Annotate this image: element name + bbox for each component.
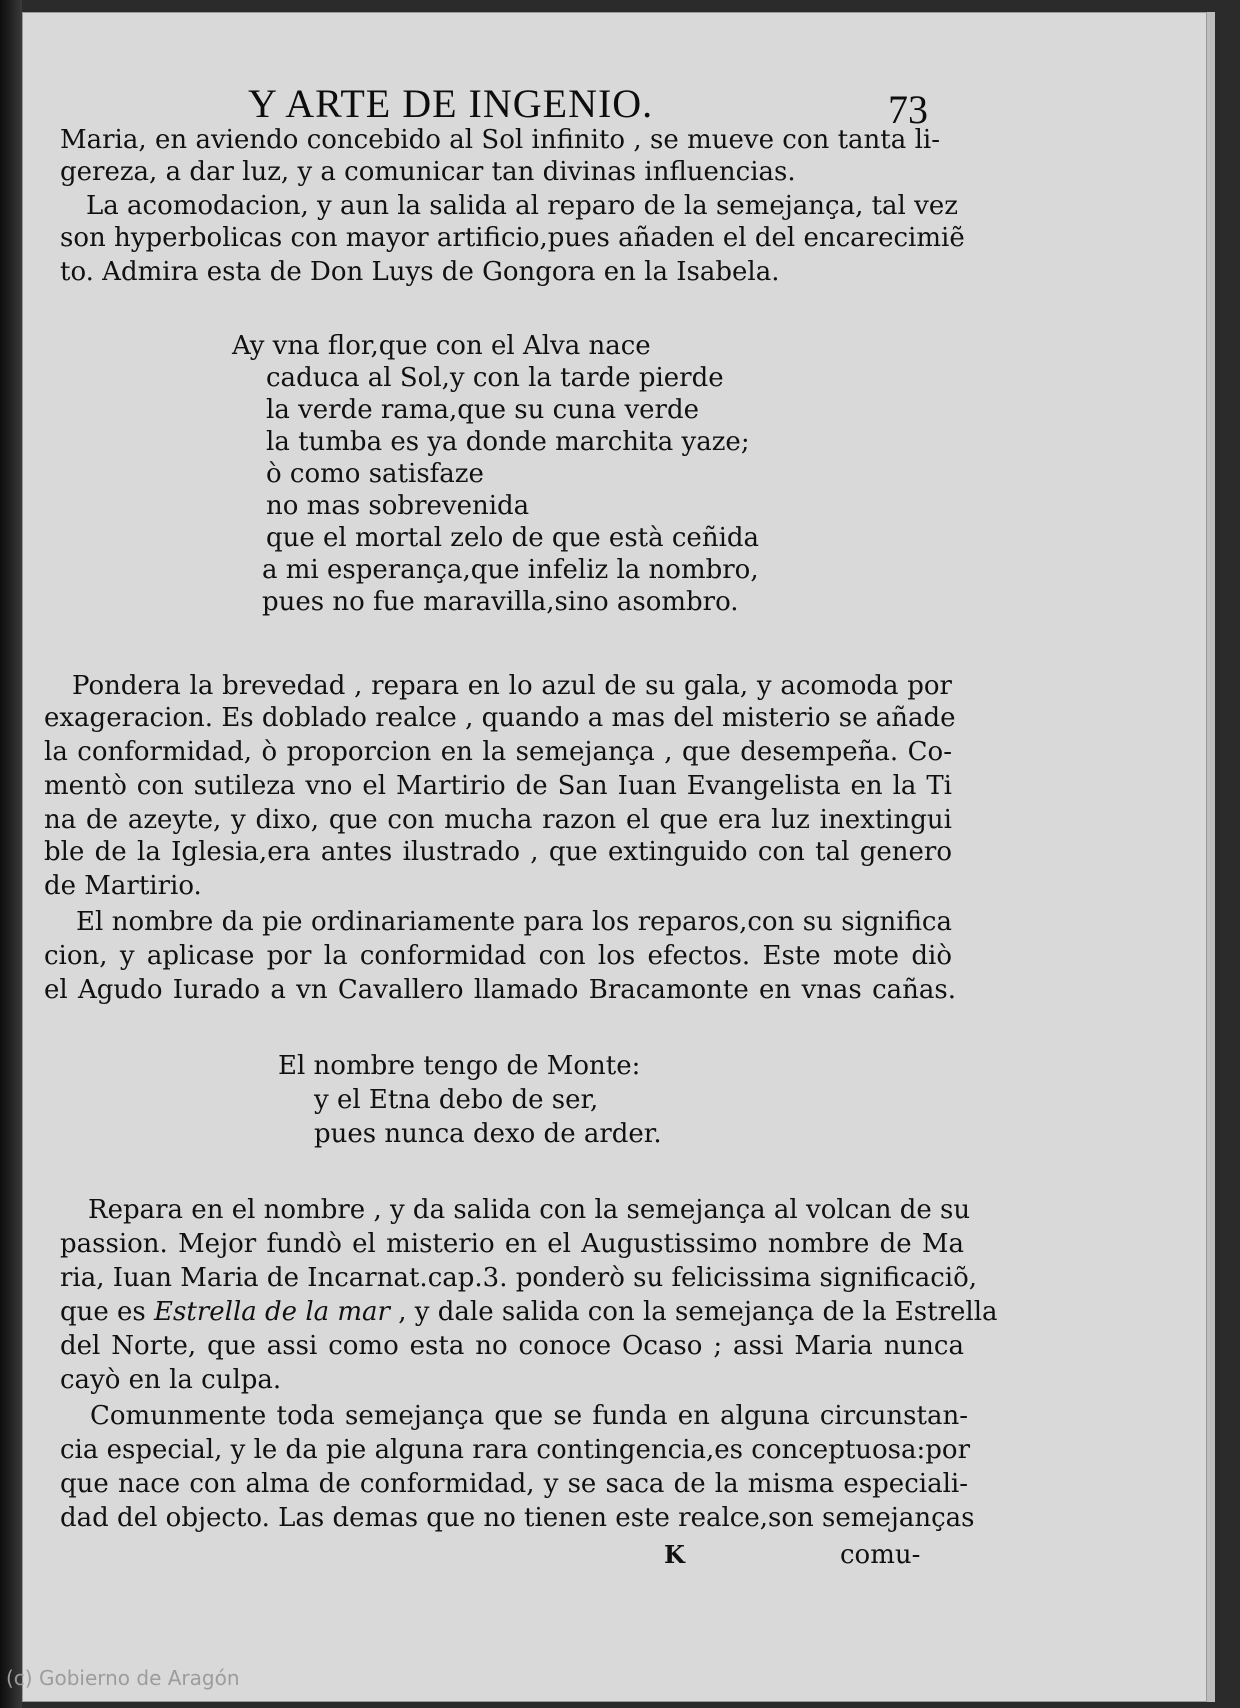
text-line: Pondera la brevedad , repara en lo azul de su gala, y acomoda por bbox=[72, 671, 952, 701]
page-number: 73 bbox=[888, 87, 928, 132]
verse-line: y el Etna debo de ser, bbox=[314, 1085, 599, 1115]
verse-line: pues nunca dexo de arder. bbox=[314, 1119, 662, 1149]
text-line: la conformidad, ò proporcion en la semejança , que desempeña. Co- bbox=[44, 737, 952, 767]
text-line: na de azeyte, y dixo, que con mucha razon el que era luz inextingui bbox=[44, 805, 952, 835]
text-line: dad del objecto. Las demas que no tienen este realce,son semejanças bbox=[60, 1503, 975, 1533]
text-line: El nombre da pie ordinariamente para los reparos,con su significa bbox=[76, 907, 952, 937]
text-line: ria, Iuan Maria de Incarnat.cap.3. ponderò su felicissima significaciõ, bbox=[60, 1263, 978, 1293]
running-title: Y ARTE DE INGENIO. bbox=[248, 81, 654, 126]
text-line: el Agudo Iurado a vn Cavallero llamado Bracamonte en vnas cañas. bbox=[44, 975, 956, 1005]
page-edge bbox=[1207, 12, 1215, 1702]
text-line: que nace con alma de conformidad, y se saca de la misma especiali- bbox=[60, 1469, 968, 1499]
text-line: Comunmente toda semejança que se funda en alguna circunstan- bbox=[90, 1401, 968, 1431]
verse-line: Ay vna flor,que con el Alva nace bbox=[232, 331, 651, 361]
text-segment: , y dale salida con la semejança de la Estrella bbox=[390, 1297, 998, 1327]
catchword: comu- bbox=[840, 1540, 921, 1570]
signature-mark: K bbox=[664, 1540, 685, 1569]
verse-line: caduca al Sol,y con la tarde pierde bbox=[266, 363, 724, 393]
verse-line: la tumba es ya donde marchita yaze; bbox=[266, 427, 750, 457]
text-line: cia especial, y le da pie alguna rara contingencia,es conceptuosa:por bbox=[60, 1435, 971, 1465]
text-line: mentò con sutileza vno el Martirio de San Iuan Evangelista en la Ti bbox=[44, 771, 952, 801]
verse-line: El nombre tengo de Monte: bbox=[278, 1051, 641, 1081]
text-line: Maria, en aviendo concebido al Sol infinito , se mueve con tanta li- bbox=[60, 125, 940, 155]
text-segment: que es bbox=[60, 1297, 155, 1327]
text-line: ble de la Iglesia,era antes ilustrado , que extinguido con tal genero bbox=[44, 837, 952, 867]
text-line: cayò en la culpa. bbox=[60, 1365, 282, 1395]
text-line: gereza, a dar luz, y a comunicar tan divinas influencias. bbox=[60, 157, 796, 187]
verse-line: pues no fue maravilla,sino asombro. bbox=[262, 587, 739, 617]
copyright-watermark: (c) Gobierno de Aragón bbox=[6, 1666, 240, 1690]
verse-line: que el mortal zelo de que està ceñida bbox=[266, 523, 760, 553]
text-line: del Norte, que assi como esta no conoce Ocaso ; assi Maria nunca bbox=[60, 1331, 964, 1361]
text-line: to. Admira esta de Don Luys de Gongora en la Isabela. bbox=[60, 257, 780, 287]
text-line-with-italic bbox=[60, 1296, 998, 1328]
italic-phrase: Estrella de la mar bbox=[154, 1297, 390, 1327]
text-line: exageracion. Es doblado realce , quando a mas del misterio se añade bbox=[44, 703, 956, 733]
text-line: passion. Mejor fundò el misterio en el Augustissimo nombre de Ma bbox=[60, 1229, 964, 1259]
verse-line: ò como satisfaze bbox=[266, 459, 484, 489]
text-line: de Martirio. bbox=[44, 871, 202, 901]
book-spine-shadow bbox=[0, 0, 22, 1708]
verse-line: a mi esperança,que infeliz la nombro, bbox=[262, 555, 759, 585]
verse-line: no mas sobrevenida bbox=[266, 491, 530, 521]
text-line: son hyperbolicas con mayor artificio,pues añaden el del encarecimiẽ bbox=[60, 223, 965, 253]
text-line: Repara en el nombre , y da salida con la semejança al volcan de su bbox=[88, 1195, 971, 1225]
verse-line: la verde rama,que su cuna verde bbox=[266, 395, 699, 425]
text-line: cion, y aplicase por la conformidad con los efectos. Este mote diò bbox=[44, 941, 952, 971]
text-line: La acomodacion, y aun la salida al reparo de la semejança, tal vez bbox=[86, 191, 958, 221]
